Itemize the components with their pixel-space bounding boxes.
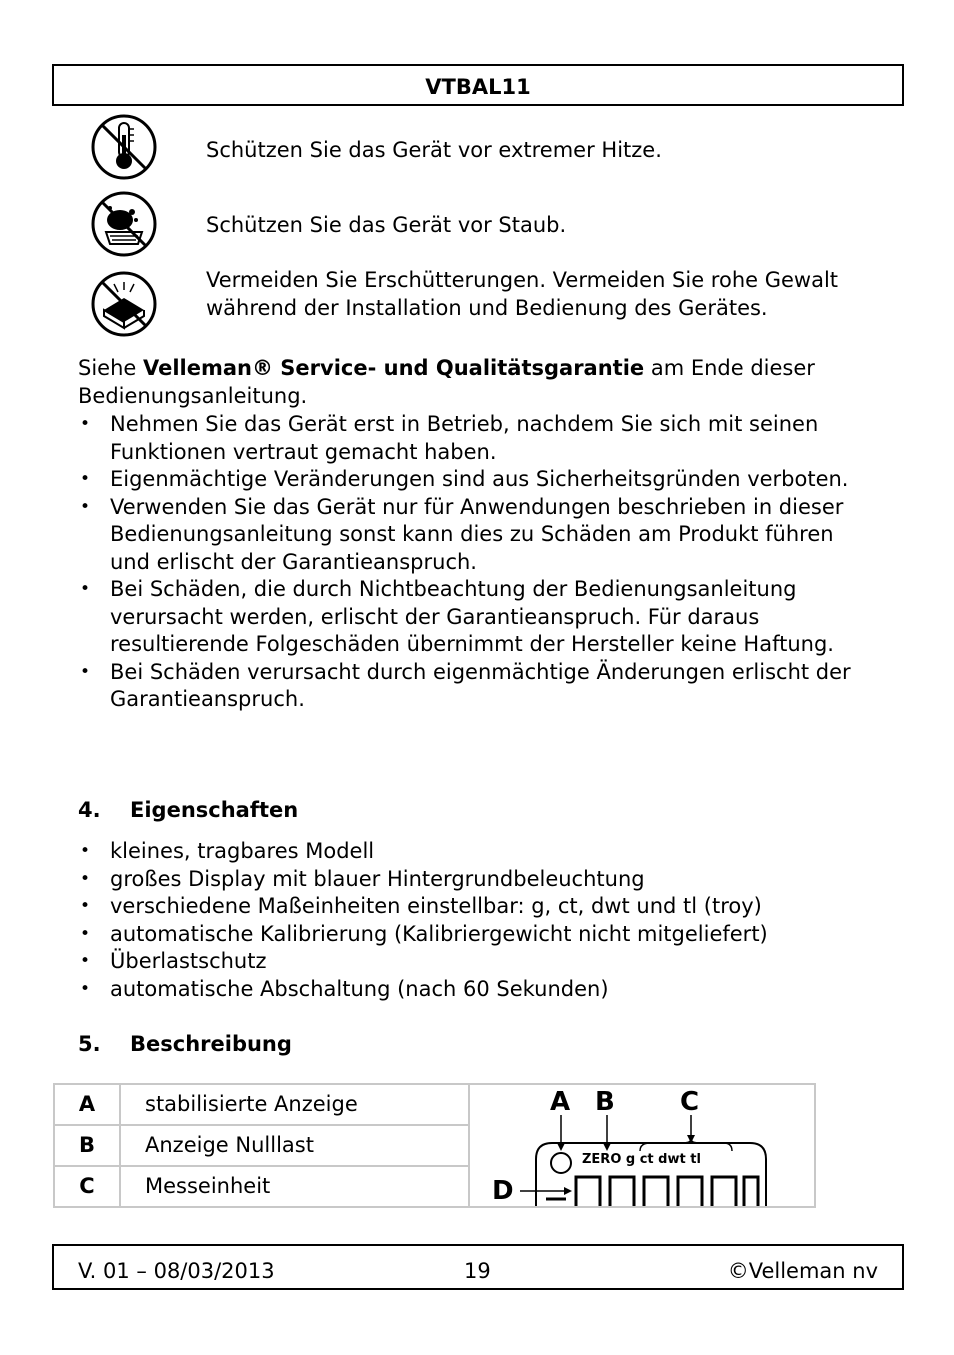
features-bullet-list xyxy=(78,838,878,1003)
list-item: • kleines, tragbares Modell xyxy=(78,838,878,866)
diagram-label-d: D xyxy=(492,1176,514,1206)
safety-bullet-list xyxy=(78,411,878,714)
guarantee-paragraph xyxy=(78,355,898,410)
table-value: stabilisierte Anzeige xyxy=(120,1084,469,1125)
table-key: C xyxy=(54,1166,120,1207)
section-heading-features xyxy=(78,797,298,825)
arrow-a-head xyxy=(557,1143,565,1151)
warning-shock-text: Vermeiden Sie Erschütterungen. Vermeiden Sie rohe Gewalt während der Installation und Bedienung des Gerätes. xyxy=(206,268,839,320)
list-item: • automatische Kalibrierung (Kalibriergewicht nicht mitgeliefert) xyxy=(78,921,878,949)
display-diagram-cell xyxy=(469,1084,815,1207)
list-item: • Nehmen Sie das Gerät erst in Betrieb, nachdem Sie sich mit seinen Funktionen vertraut gemacht haben. xyxy=(78,411,878,466)
list-item: • Bei Schäden verursacht durch eigenmächtige Änderungen erlischt der Garantieanspruch. xyxy=(78,659,878,714)
model-title: VTBAL11 xyxy=(425,75,531,99)
warning-dust-text: Schützen Sie das Gerät vor Staub. xyxy=(206,213,567,237)
unit-brace xyxy=(640,1139,732,1151)
list-item: • Bei Schäden, die durch Nichtbeachtung der Bedienungsanleitung verursacht werden, erlischt der Garantieanspruch. Für daraus resultierende Folgeschäden übernimmt der Hersteller keine Haftung. xyxy=(78,576,878,659)
section-heading-description xyxy=(78,1031,292,1059)
footer-copyright: ©Velleman nv xyxy=(727,1259,878,1283)
footer-page-number: 19 xyxy=(464,1259,491,1283)
stable-indicator xyxy=(551,1153,571,1173)
arrow-d-head xyxy=(564,1187,572,1195)
guarantee-suffix: am Ende dieser Bedienungsanleitung. xyxy=(78,356,815,408)
guarantee-prefix: Siehe xyxy=(78,356,143,380)
no-shock-icon xyxy=(90,270,158,338)
page-header xyxy=(52,64,904,106)
section-title: Eigenschaften xyxy=(130,798,299,822)
lcd-digits xyxy=(576,1177,758,1206)
diagram-label-a: A xyxy=(550,1087,571,1117)
list-item: • Verwenden Sie das Gerät nur für Anwendungen beschrieben in dieser Bedienungsanleitung sonst kann dies zu Schäden am Produkt führen und erlischt der Garantieanspruch. xyxy=(78,494,878,577)
list-item: • automatische Abschaltung (nach 60 Sekunden) xyxy=(78,976,878,1004)
description-table xyxy=(53,1083,816,1208)
table-value: Anzeige Nulllast xyxy=(120,1125,469,1166)
footer-version: V. 01 – 08/03/2013 xyxy=(78,1259,275,1283)
table-value: Messeinheit xyxy=(120,1166,469,1207)
section-title: Beschreibung xyxy=(130,1032,292,1056)
page-footer xyxy=(52,1244,904,1290)
lcd-unit-text: ZERO g ct dwt tl xyxy=(582,1152,701,1167)
table-key: A xyxy=(54,1084,120,1125)
list-item: • großes Display mit blauer Hintergrundbeleuchtung xyxy=(78,866,878,894)
diagram-label-b: B xyxy=(595,1087,615,1117)
list-item: • Überlastschutz xyxy=(78,948,878,976)
no-heat-icon xyxy=(90,113,158,181)
section-number: 5. xyxy=(78,1032,101,1056)
display-diagram xyxy=(470,1085,814,1206)
table-row xyxy=(54,1084,815,1125)
list-item: • verschiedene Maßeinheiten einstellbar: g, ct, dwt und tl (troy) xyxy=(78,893,878,921)
table-key: B xyxy=(54,1125,120,1166)
section-number: 4. xyxy=(78,798,101,822)
arrow-b-head xyxy=(603,1143,611,1151)
warning-heat-text: Schützen Sie das Gerät vor extremer Hitze. xyxy=(206,138,662,162)
guarantee-link-text: Velleman® Service- und Qualitätsgarantie xyxy=(143,356,645,380)
no-dust-icon xyxy=(90,190,158,258)
list-item: • Eigenmächtige Veränderungen sind aus Sicherheitsgründen verboten. xyxy=(78,466,878,494)
diagram-label-c: C xyxy=(680,1087,700,1117)
